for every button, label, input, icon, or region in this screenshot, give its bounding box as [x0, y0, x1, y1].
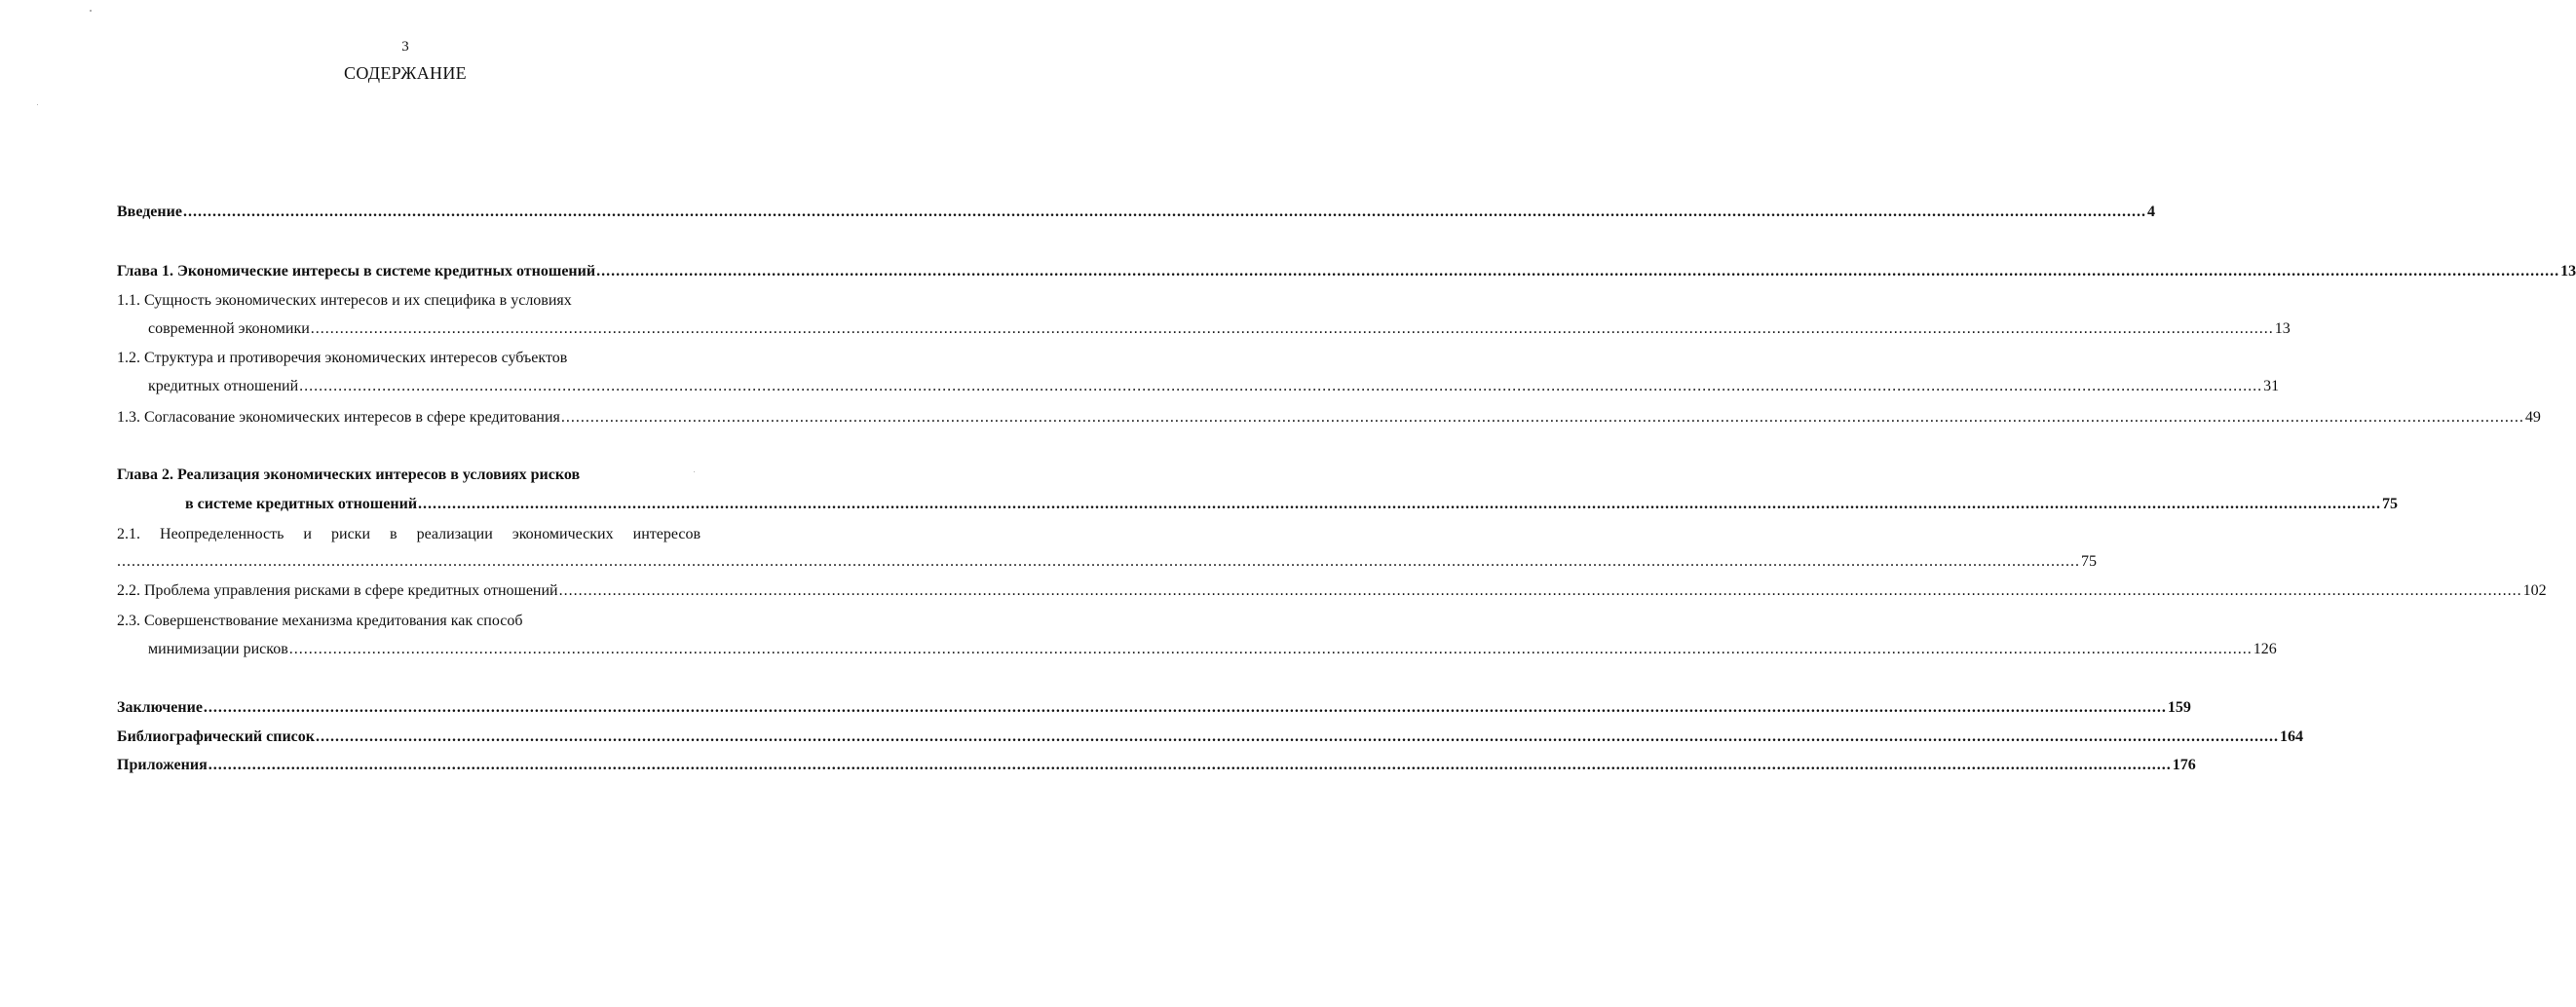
toc-page-number: 75: [2382, 496, 2399, 512]
toc-entry-1-2-title: 1.2. Структура и противоречия экономических интересов субъектов: [117, 350, 568, 366]
toc-page-number: 31: [2263, 378, 2280, 394]
page-title: СОДЕРЖАНИЕ: [344, 63, 467, 83]
dot-leader: ...................................................................................................................................................................................................................................................................................................................................................................................................................: [182, 204, 2146, 220]
toc-page-number: 176: [2172, 757, 2196, 773]
toc-entry-chapter-2[interactable]: [185, 494, 2399, 515]
dot-leader: ...................................................................................................................................................................................................................................................................................................................................................................................................................: [203, 699, 2167, 716]
page-number: 3: [401, 39, 409, 55]
dot-leader: ...................................................................................................................................................................................................................................................................................................................................................................................................................: [315, 728, 2279, 745]
toc-page-number: 164: [2279, 728, 2303, 745]
toc-entry-2-3[interactable]: [148, 639, 2277, 660]
toc-page-number: 126: [2253, 641, 2277, 657]
toc-entry-appendices[interactable]: [117, 755, 2196, 776]
toc-entry-title-cont: кредитных отношений: [148, 378, 299, 394]
toc-page-number: 159: [2167, 699, 2191, 716]
toc-page-number: 75: [2081, 553, 2097, 570]
toc-page-number: 4: [2146, 204, 2155, 220]
toc-entry-title-cont: современной экономики: [148, 320, 310, 337]
toc-entry-2-3-title: 2.3. Совершенствование механизма кредитования как способ: [117, 613, 523, 629]
toc-entry-title-cont: минимизации рисков: [148, 641, 288, 657]
toc-entry-title: Глава 1. Экономические интересы в системе кредитных отношений: [117, 263, 596, 280]
toc-entry-1-3[interactable]: [117, 407, 2541, 429]
toc-entry-1-2[interactable]: [148, 376, 2280, 397]
toc-entry-title: Заключение: [117, 699, 203, 716]
dot-leader: ...................................................................................................................................................................................................................................................................................................................................................................................................................: [117, 553, 2080, 570]
toc-entry-bibliography[interactable]: [117, 727, 2303, 748]
scan-speck: [90, 10, 92, 12]
toc-entry-title: 1.3. Согласование экономических интересов в сфере кредитования: [117, 409, 560, 426]
toc-entry-2-2[interactable]: [117, 580, 2547, 602]
dot-leader: ...................................................................................................................................................................................................................................................................................................................................................................................................................: [596, 263, 2560, 280]
dot-leader: ...................................................................................................................................................................................................................................................................................................................................................................................................................: [310, 320, 2274, 337]
toc-entry-introduction[interactable]: [117, 202, 2155, 223]
dot-leader: ...................................................................................................................................................................................................................................................................................................................................................................................................................: [418, 496, 2382, 512]
toc-page-number: 102: [2522, 582, 2547, 599]
dot-leader: ...................................................................................................................................................................................................................................................................................................................................................................................................................: [288, 641, 2253, 657]
toc-entry-title: Библиографический список: [117, 728, 315, 745]
dot-leader: ...................................................................................................................................................................................................................................................................................................................................................................................................................: [560, 409, 2524, 426]
toc-entry-2-1[interactable]: [117, 551, 2097, 573]
toc-entry-chapter-2-title: Глава 2. Реализация экономических интересов в условиях рисков: [117, 466, 581, 483]
dot-leader: ...................................................................................................................................................................................................................................................................................................................................................................................................................: [208, 757, 2172, 773]
toc-page-number: 13: [2274, 320, 2291, 337]
toc-entry-1-1-title: 1.1. Сущность экономических интересов и их специфика в условиях: [117, 292, 572, 309]
toc-entry-title: 2.2. Проблема управления рисками в сфере кредитных отношений: [117, 582, 558, 599]
toc-entry-1-1[interactable]: [148, 318, 2291, 340]
scan-speck: [37, 104, 38, 105]
toc-page-number: 13: [2560, 263, 2576, 280]
toc-page-number: 49: [2524, 409, 2541, 426]
dot-leader: ...................................................................................................................................................................................................................................................................................................................................................................................................................: [299, 378, 2263, 394]
toc-entry-title: Приложения: [117, 757, 208, 773]
toc-entry-title: Введение: [117, 204, 182, 220]
toc-entry-title-cont: в системе кредитных отношений: [185, 496, 418, 512]
dot-leader: ...................................................................................................................................................................................................................................................................................................................................................................................................................: [558, 582, 2522, 599]
toc-entry-chapter-1[interactable]: [117, 261, 2576, 282]
toc-entry-2-1-title: 2.1. Неопределенность и риски в реализации экономических интересов: [117, 526, 701, 542]
toc-entry-conclusion[interactable]: [117, 697, 2191, 719]
